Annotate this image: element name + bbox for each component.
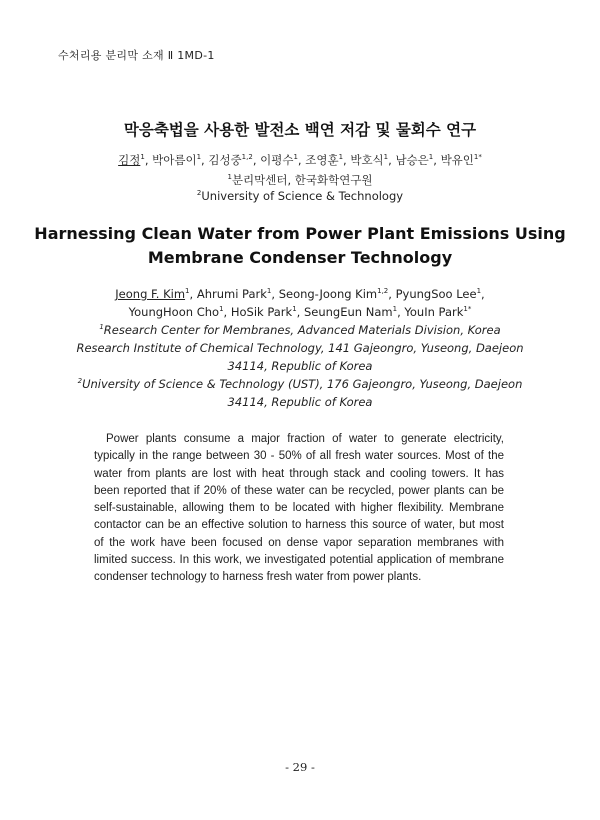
korean-affiliation-1 <box>0 172 600 188</box>
korean-author: 이평수 <box>260 153 294 167</box>
korean-author-sup: 1 <box>293 153 298 161</box>
korean-author: 김정 <box>118 153 141 167</box>
korean-author: 박유인 <box>440 153 474 167</box>
affiliation-sup: 2 <box>77 377 83 385</box>
english-author-sup: 1 <box>185 287 190 295</box>
affiliation-sup: 1 <box>99 323 104 331</box>
english-author: PyungSoo Lee <box>395 287 477 301</box>
english-author-sup: 1 <box>266 287 272 295</box>
korean-author: 박아름이 <box>152 153 197 167</box>
korean-author-list: 김정$^1$, 박아름이$^1$, 김성중$^{1,2}$, 이평수$^1$, 조영훈$^1$, 박호식$^1$, 남승은$^1$, 박유인$^{1*}$ <box>118 153 482 167</box>
session-header: 수처리용 분리막 소재 Ⅱ 1MD-1 <box>58 49 215 62</box>
abstract-paragraph: Power plants consume a major fraction of water to generate electricity, typically in the range between 30 - 50% of all fresh water sources. Most of the water from plants are lost with heat through stack and cooling towers. It has been reported that if 20% of these water can be recycled, power plants can be self-sustainable, allowing them to be located with higher flexibility. Membrane contactor can be an effective solution to harness this source of water, but most of the work have been focused on dense vapor separation membranes with limited success. In this work, we investigated potential application of membrane condenser technology to harness fresh water from power plants. <box>94 433 504 584</box>
english-author-sup: 1 <box>292 305 297 313</box>
korean-author: 박호식 <box>350 153 384 167</box>
english-author-sup: 1 <box>392 305 398 313</box>
english-author: Jeong F. Kim <box>115 287 186 301</box>
affiliation-text: 분리막센터, 한국화학연구원 <box>231 173 373 187</box>
english-title-line: Membrane Condenser Technology <box>147 248 453 267</box>
affiliation-sup: 1 <box>227 173 232 181</box>
english-author: Seong-Joong Kim <box>278 287 378 301</box>
english-author-sup: 1,2 <box>377 287 389 295</box>
korean-author-sup: 1,2 <box>241 153 253 161</box>
korean-author-sup: 1 <box>338 153 344 161</box>
english-author-list-1: Jeong F. Kim$^1$, Ahrumi Park$^1$, Seong-Joong Kim$^{1,2}$, PyungSoo Lee$^1$, <box>115 287 485 301</box>
english-author: Ahrumi Park <box>196 287 267 301</box>
korean-author-sup: 1 <box>428 153 434 161</box>
english-affiliation-2-line-1 <box>0 377 600 391</box>
english-author: SeungEun Nam <box>303 305 393 319</box>
korean-author-sup: 1 <box>383 153 389 161</box>
korean-author: 남승은 <box>395 153 429 167</box>
english-author-list-2: YoungHoon Cho$^1$, HoSik Park$^1$, SeungEun Nam$^1$, YouIn Park$^{1*}$ <box>128 305 472 319</box>
affiliation-text: University of Science & Technology <box>201 189 404 203</box>
english-author: YoungHoon Cho <box>128 305 220 319</box>
english-author: YouIn Park <box>404 305 464 319</box>
korean-author-sup: 1* <box>473 153 482 161</box>
korean-title: 막응축법을 사용한 발전소 백연 저감 및 물회수 연구 <box>123 121 477 139</box>
affiliation-text: University of Science & Technology (UST), 176 Gajeongro, Yuseong, Daejeon <box>82 377 523 391</box>
korean-author-sup: 1 <box>196 153 202 161</box>
english-author-sup: 1 <box>476 287 482 295</box>
korean-author-sup: 1 <box>140 153 145 161</box>
korean-author: 조영훈 <box>305 153 339 167</box>
english-affiliation-2-line-2: 34114, Republic of Korea <box>227 395 373 409</box>
english-affiliation-1-line-3: 34114, Republic of Korea <box>227 359 373 373</box>
english-affiliation-1-line-2: Research Institute of Chemical Technology, 141 Gajeongro, Yuseong, Daejeon <box>76 341 524 355</box>
affiliation-sup: 2 <box>196 189 202 197</box>
english-author-sup: 1* <box>463 305 472 313</box>
korean-author: 김성중 <box>208 153 242 167</box>
affiliation-text: Research Center for Membranes, Advanced Materials Division, Korea <box>103 323 501 337</box>
korean-affiliation-2 <box>0 189 600 203</box>
english-author-sup: 1 <box>219 305 224 313</box>
english-title-line: Harnessing Clean Water from Power Plant Emissions Using <box>34 224 566 243</box>
english-title <box>0 222 600 270</box>
page-number: - 29 - <box>285 760 315 774</box>
english-author: HoSik Park <box>230 305 293 319</box>
english-affiliation-1-line-1 <box>0 323 600 337</box>
